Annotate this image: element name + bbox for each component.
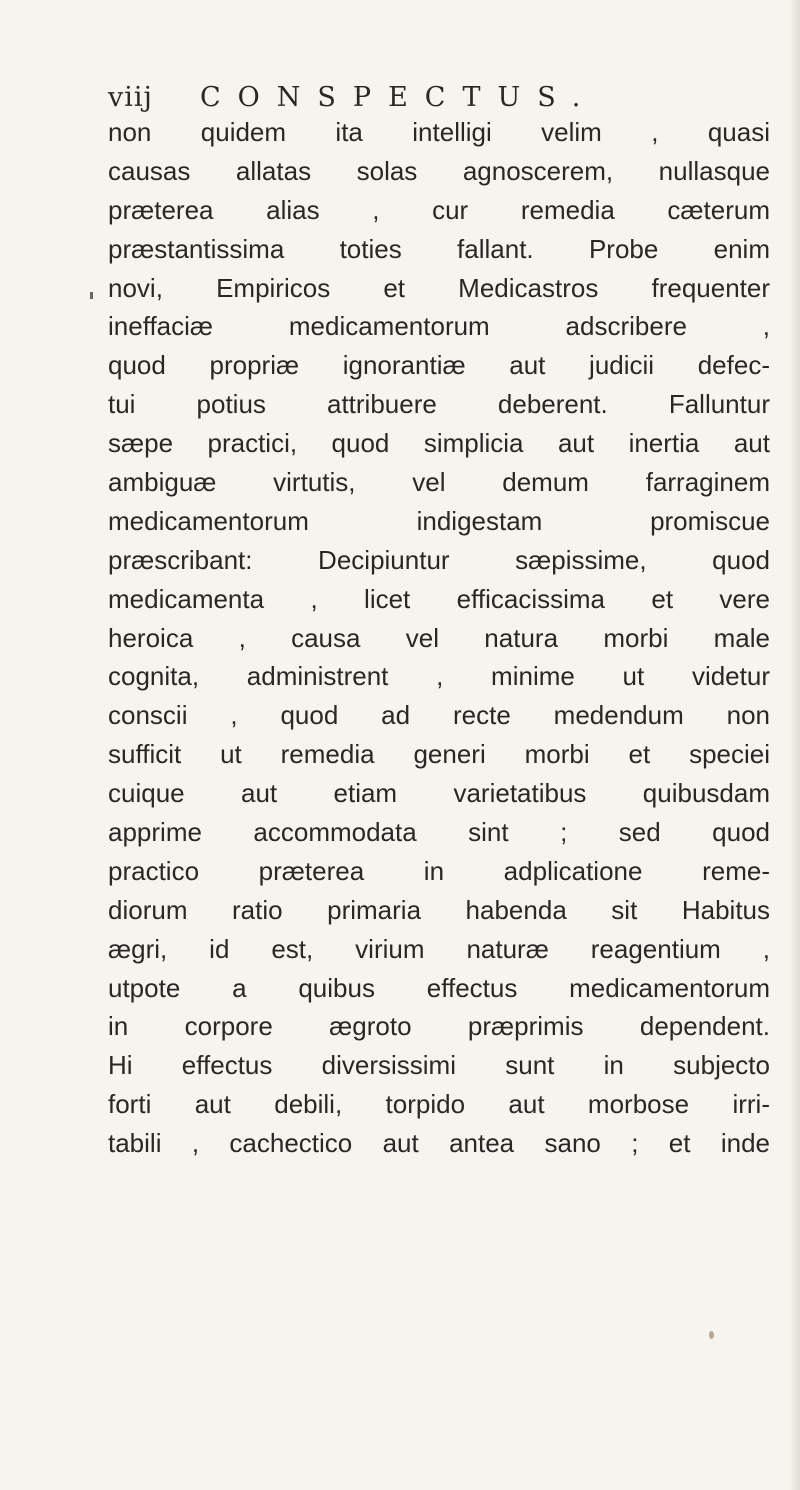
text-line: causas allatas solas agnoscerem, nullasque [108,155,770,186]
text-line: heroica , causa vel natura morbi male [108,622,770,653]
text-line: cuique aut etiam varietatibus quibusdam [108,778,770,809]
text-line: præterea alias , cur remedia cæterum [108,194,770,225]
text-line: practico præterea in adplicatione reme- [108,855,770,886]
text-line: cognita, administrent , minime ut videtur [108,661,770,692]
text-line: forti aut debili, torpido aut morbose irri- [108,1089,770,1120]
text-line: novi, Empiricos et Medicastros frequenter [108,272,770,303]
text-line: ambiguæ virtutis, vel demum farraginem [108,467,770,498]
text-line: tui potius attribuere deberent. Falluntur [108,389,770,420]
text-line: non quidem ita intelligi velim , quasi [108,117,770,147]
text-line: tabili , cachectico aut antea sano ; et inde [108,1128,770,1159]
body-text [108,113,770,1163]
text-line: medicamentorum indigestam promiscue [108,505,770,536]
text-line: sæpe practici, quod simplicia aut inertia aut [108,428,770,459]
text-line: Hi effectus diversissimi sunt in subjecto [108,1050,770,1081]
text-line: diorum ratio primaria habenda sit Habitus [108,894,770,925]
text-line: conscii , quod ad recte medendum non [108,700,770,731]
page-edge-shadow [790,0,800,1490]
page-number: viij [108,82,153,113]
text-line: præscribant: Decipiuntur sæpissime, quod [108,544,770,575]
ink-spot [709,1331,714,1339]
text-line: sufficit ut remedia generi morbi et speciei [108,739,770,770]
text-line: utpote a quibus effectus medicamentorum [108,972,770,1003]
text-line: medicamenta , licet efficacissima et vere [108,583,770,614]
text-line: quod propriæ ignorantiæ aut judicii defec- [108,350,770,381]
text-line: in corpore ægroto præprimis dependent. [108,1011,770,1042]
text-line: præstantissima toties fallant. Probe enim [108,233,770,264]
running-title: CONSPECTUS. [200,82,598,113]
text-line: apprime accommodata sint ; sed quod [108,817,770,848]
text-line: ægri, id est, virium naturæ reagentium , [108,933,770,964]
text-line: ineffaciæ medicamentorum adscribere , [108,311,770,342]
margin-mark [90,292,93,299]
